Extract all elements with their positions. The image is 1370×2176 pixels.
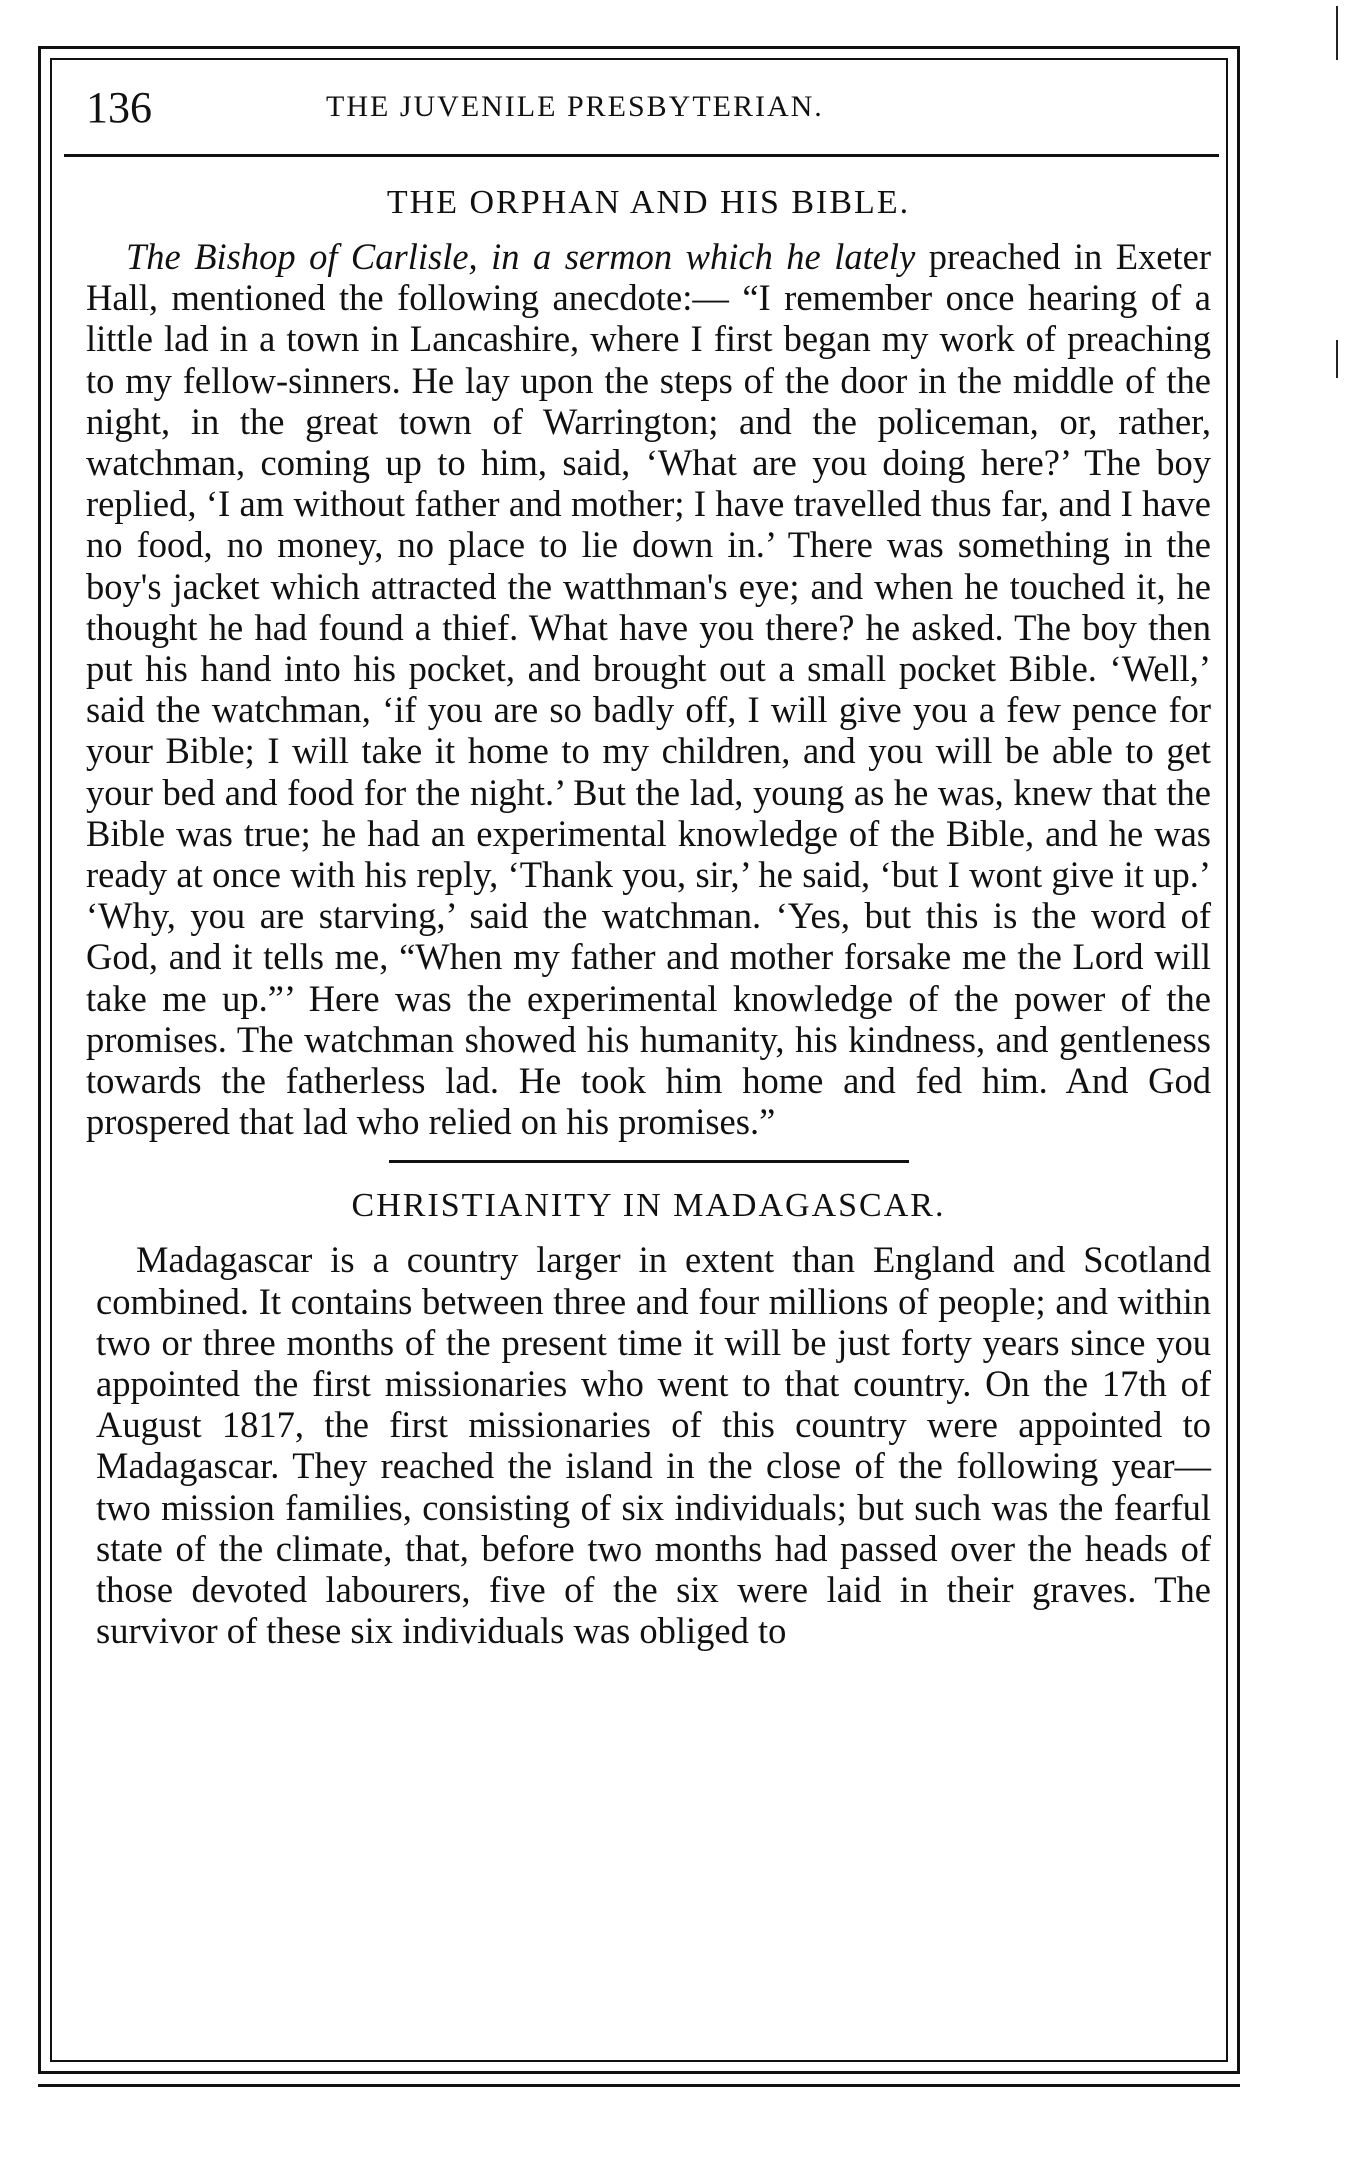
page-number: 136	[86, 83, 152, 132]
article-body: Madagascar is a country larger in extent than England and Scotland combined. It contains between three and four millions of people; and within two or three months of the present time it will be just forty years since you appointed the first missionaries who went to that country. On the 17th of August 1817, the first missionaries of this country were appointed to Madagascar. They reached the island in the close of the following year—two mission families, consisting of six individuals; but such was the fearful state of the climate, that, before two months had passed over the heads of those devoted labourers, five of the six were laid in their graves. The survivor of these six individuals was obliged to	[96, 1239, 1211, 1652]
header-rule	[64, 154, 1219, 157]
article-body	[86, 236, 1211, 1142]
page-content	[86, 66, 1211, 1652]
section-divider	[389, 1160, 909, 1163]
article-title: THE ORPHAN AND HIS BIBLE.	[386, 184, 911, 221]
running-head	[86, 66, 1211, 146]
edge-mark	[1336, 340, 1338, 378]
article-christianity-madagascar	[86, 1187, 1211, 1651]
bottom-rule	[38, 2084, 1240, 2087]
article-text: preached in Exeter Hall, mentioned the following anecdote:— “I remember once hearing of a little lad in a town in Lancashire, where I first began my work of preaching to my fellow-sinners. He lay upon the steps of the door in the middle of the night, in the great town of Warrington; and the policeman, or, rather, watchman, coming up to him, said, ‘What are you doing here?’ The boy replied, ‘I am without father and mother; I have travelled thus far, and I have no food, no money, no place to lie down in.’ There was something in the boy's jacket which attracted the watthman's eye; and when he touched it, he thought he had found a thief. What have you there? he asked. The boy then put his hand into his pocket, and brought out a small pocket Bible. ‘Well,’ said the watchman, ‘if you are so badly off, I will give you a few pence for your Bible; I will take it home to my children, and you will be able to get your bed and food for the night.’ But the lad, young as he was, knew that the Bible was true; he had an experimental knowledge of the Bible, and he was ready at once with his reply, ‘Thank you, sir,’ he said, ‘but I wont give it up.’ ‘Why, you are starving,’ said the watchman. ‘Yes, but this is the word of God, and it tells me, “When my father and mother forsake me the Lord will take me up.”’ Here was the experimental knowledge of the power of the promises. The watchman showed his humanity, his kindness, and gentleness towards the fatherless lad. He took him home and fed him. And God prospered that lad who relied on his promises.”	[86, 236, 1211, 1143]
article-intro: The Bishop of Carlisle, in a sermon which he lately	[126, 236, 916, 277]
edge-mark	[1336, 6, 1338, 60]
article-orphan-and-bible	[86, 184, 1211, 1142]
journal-title: THE JUVENILE PRESBYTERIAN.	[326, 90, 824, 123]
article-title: CHRISTIANITY IN MADAGASCAR.	[351, 1187, 946, 1225]
